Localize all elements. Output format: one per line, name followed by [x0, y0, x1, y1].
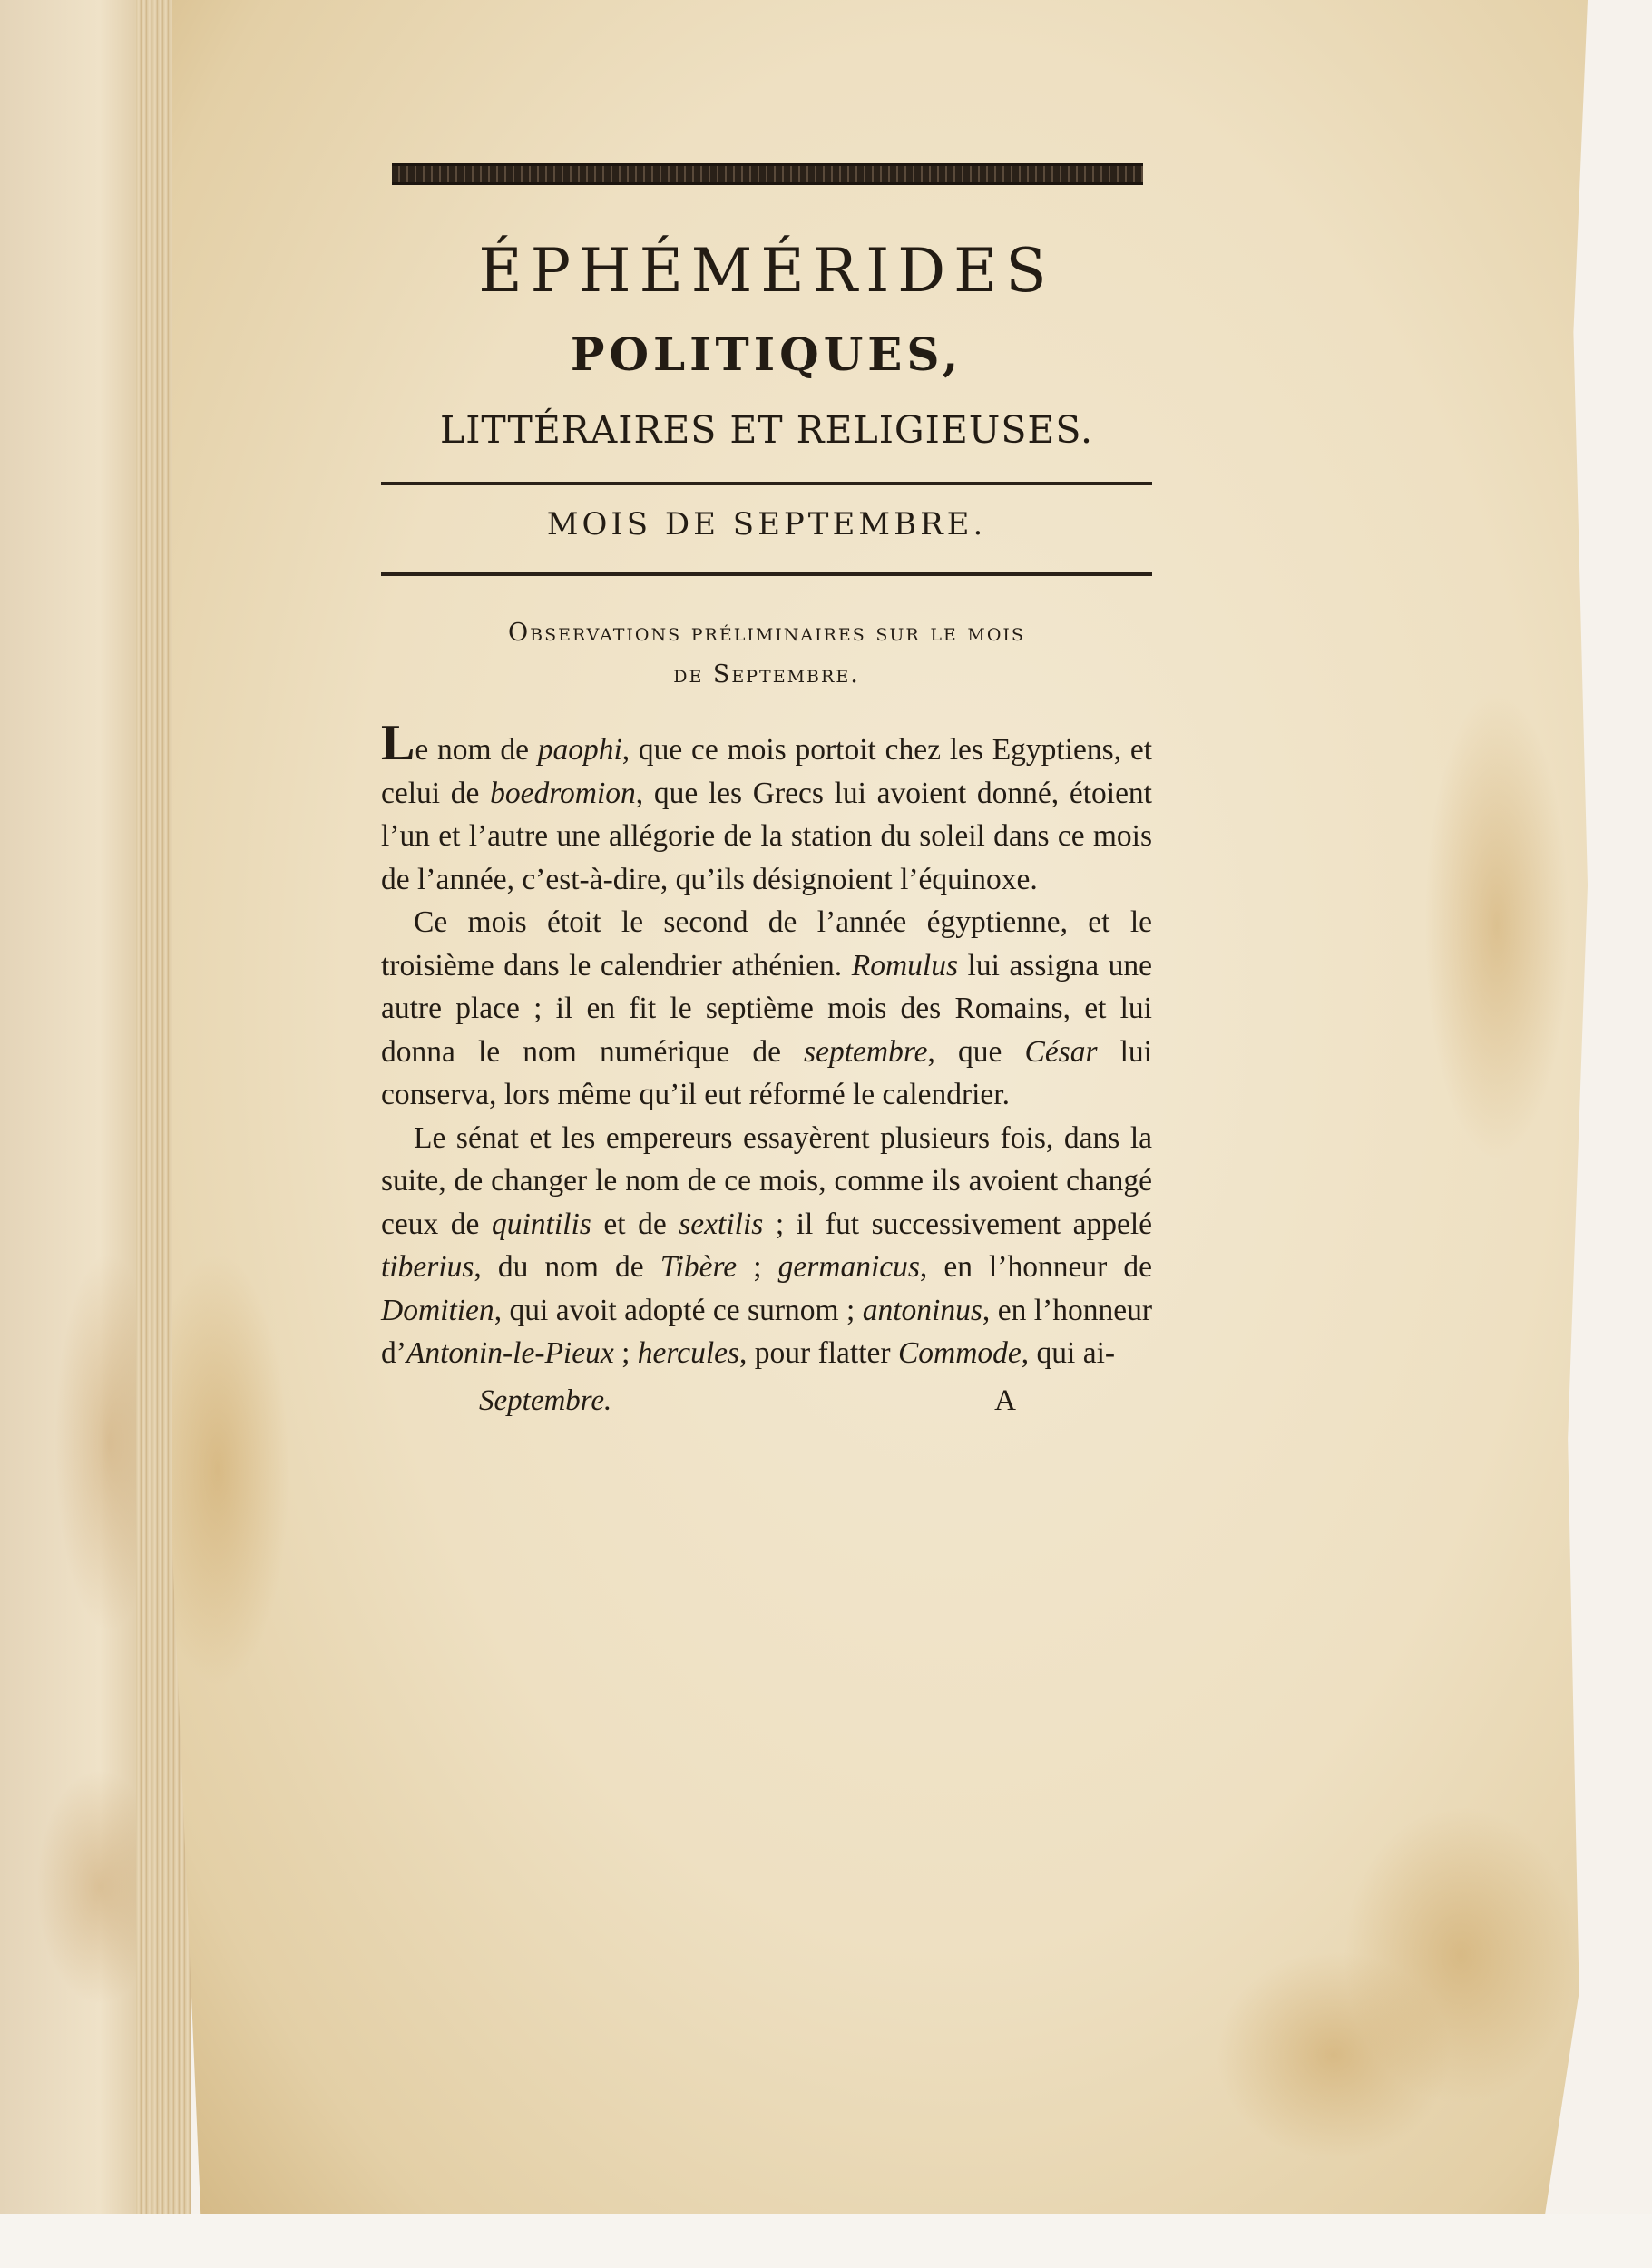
text-run: et de: [591, 1207, 679, 1241]
month-heading: MOIS DE SEPTEMBRE.: [546, 506, 987, 543]
text-run: , que ce mois portoit chez les Egyptiens, et celui de: [381, 733, 1152, 810]
text-run: , qui avoit adopté ce surnom ;: [494, 1293, 863, 1327]
italic-text-run: hercules: [637, 1336, 740, 1370]
paragraph-3: [381, 1117, 1152, 1375]
italic-text-run: Romulus: [851, 948, 958, 982]
italic-text-run: antoninus: [862, 1293, 982, 1327]
page-subtitle: POLITIQUES,: [570, 327, 963, 381]
printed-text: [381, 163, 1152, 1424]
section-heading: [381, 612, 1152, 696]
text-run: , que les Grecs lui avoient donné, étoient l’un et l’autre une allégorie de la station du soleil dans ce mois de l’année, c’est-à-dire, qu’ils désignoient l’équinoxe.: [381, 776, 1152, 896]
page-subtitle-2: LITTÉRAIRES ET RELIGIEUSES.: [439, 408, 1094, 452]
paper-stain: [1216, 1950, 1452, 2159]
paragraph-1: [381, 715, 1152, 901]
text-run: , pour flatter: [739, 1336, 898, 1370]
italic-text-run: Tibère: [660, 1250, 738, 1284]
text-run: , que: [927, 1034, 1025, 1069]
italic-text-run: paophi: [537, 733, 622, 767]
page-title: ÉPHÉMÉRIDES: [478, 236, 1055, 306]
drop-cap: L: [381, 715, 415, 771]
section-heading-line2: de Septembre.: [673, 660, 860, 689]
text-run: ;: [613, 1336, 638, 1370]
page-footer: [381, 1379, 1152, 1424]
text-run: e nom de: [415, 733, 538, 767]
ornamental-rule: [392, 163, 1143, 185]
italic-text-run: boedromion: [490, 776, 636, 810]
italic-text-run: César: [1024, 1034, 1098, 1069]
table-surface: [0, 2214, 1652, 2268]
signature-label: Septembre.: [479, 1383, 612, 1417]
paragraph-2: [381, 901, 1152, 1117]
italic-text-run: tiberius: [381, 1250, 474, 1284]
text-run: ;: [737, 1250, 778, 1284]
signature-letter: A: [994, 1383, 1016, 1417]
italic-text-run: Domitien: [381, 1293, 494, 1327]
italic-text-run: sextilis: [679, 1207, 764, 1241]
italic-text-run: quintilis: [491, 1207, 591, 1241]
italic-text-run: Antonin-le-Pieux: [406, 1336, 614, 1370]
divider-rule: [381, 572, 1152, 576]
section-heading-line1: Observations préliminaires sur le mois: [508, 619, 1025, 647]
text-run: , du nom de: [474, 1250, 660, 1284]
text-run: Ce mois étoit le second de l’année égyptienne, et le troisième dans le calendrier athénien.: [381, 905, 1152, 982]
italic-text-run: septembre: [804, 1034, 928, 1069]
italic-text-run: germanicus: [777, 1250, 920, 1284]
text-run: lui conserva, lors même qu’il eut réformé le calendrier.: [381, 1034, 1152, 1111]
text-run: lui assigna une autre place ; il en fit le septième mois des Romains, et lui donna le nom numérique de: [381, 948, 1152, 1069]
text-run: Le sénat et les empereurs essayèrent plusieurs fois, dans la suite, de changer le nom de ce mois, comme ils avoient changé ceux de: [381, 1120, 1152, 1241]
paper-stain: [1424, 689, 1569, 1161]
text-run: , en l’honneur d’: [381, 1293, 1152, 1370]
text-run: , en l’honneur de: [919, 1250, 1152, 1284]
text-run: , qui ai-: [1021, 1336, 1116, 1370]
text-run: ; il fut successivement appelé: [763, 1207, 1153, 1241]
italic-text-run: Commode: [897, 1336, 1022, 1370]
divider-rule: [381, 482, 1152, 485]
